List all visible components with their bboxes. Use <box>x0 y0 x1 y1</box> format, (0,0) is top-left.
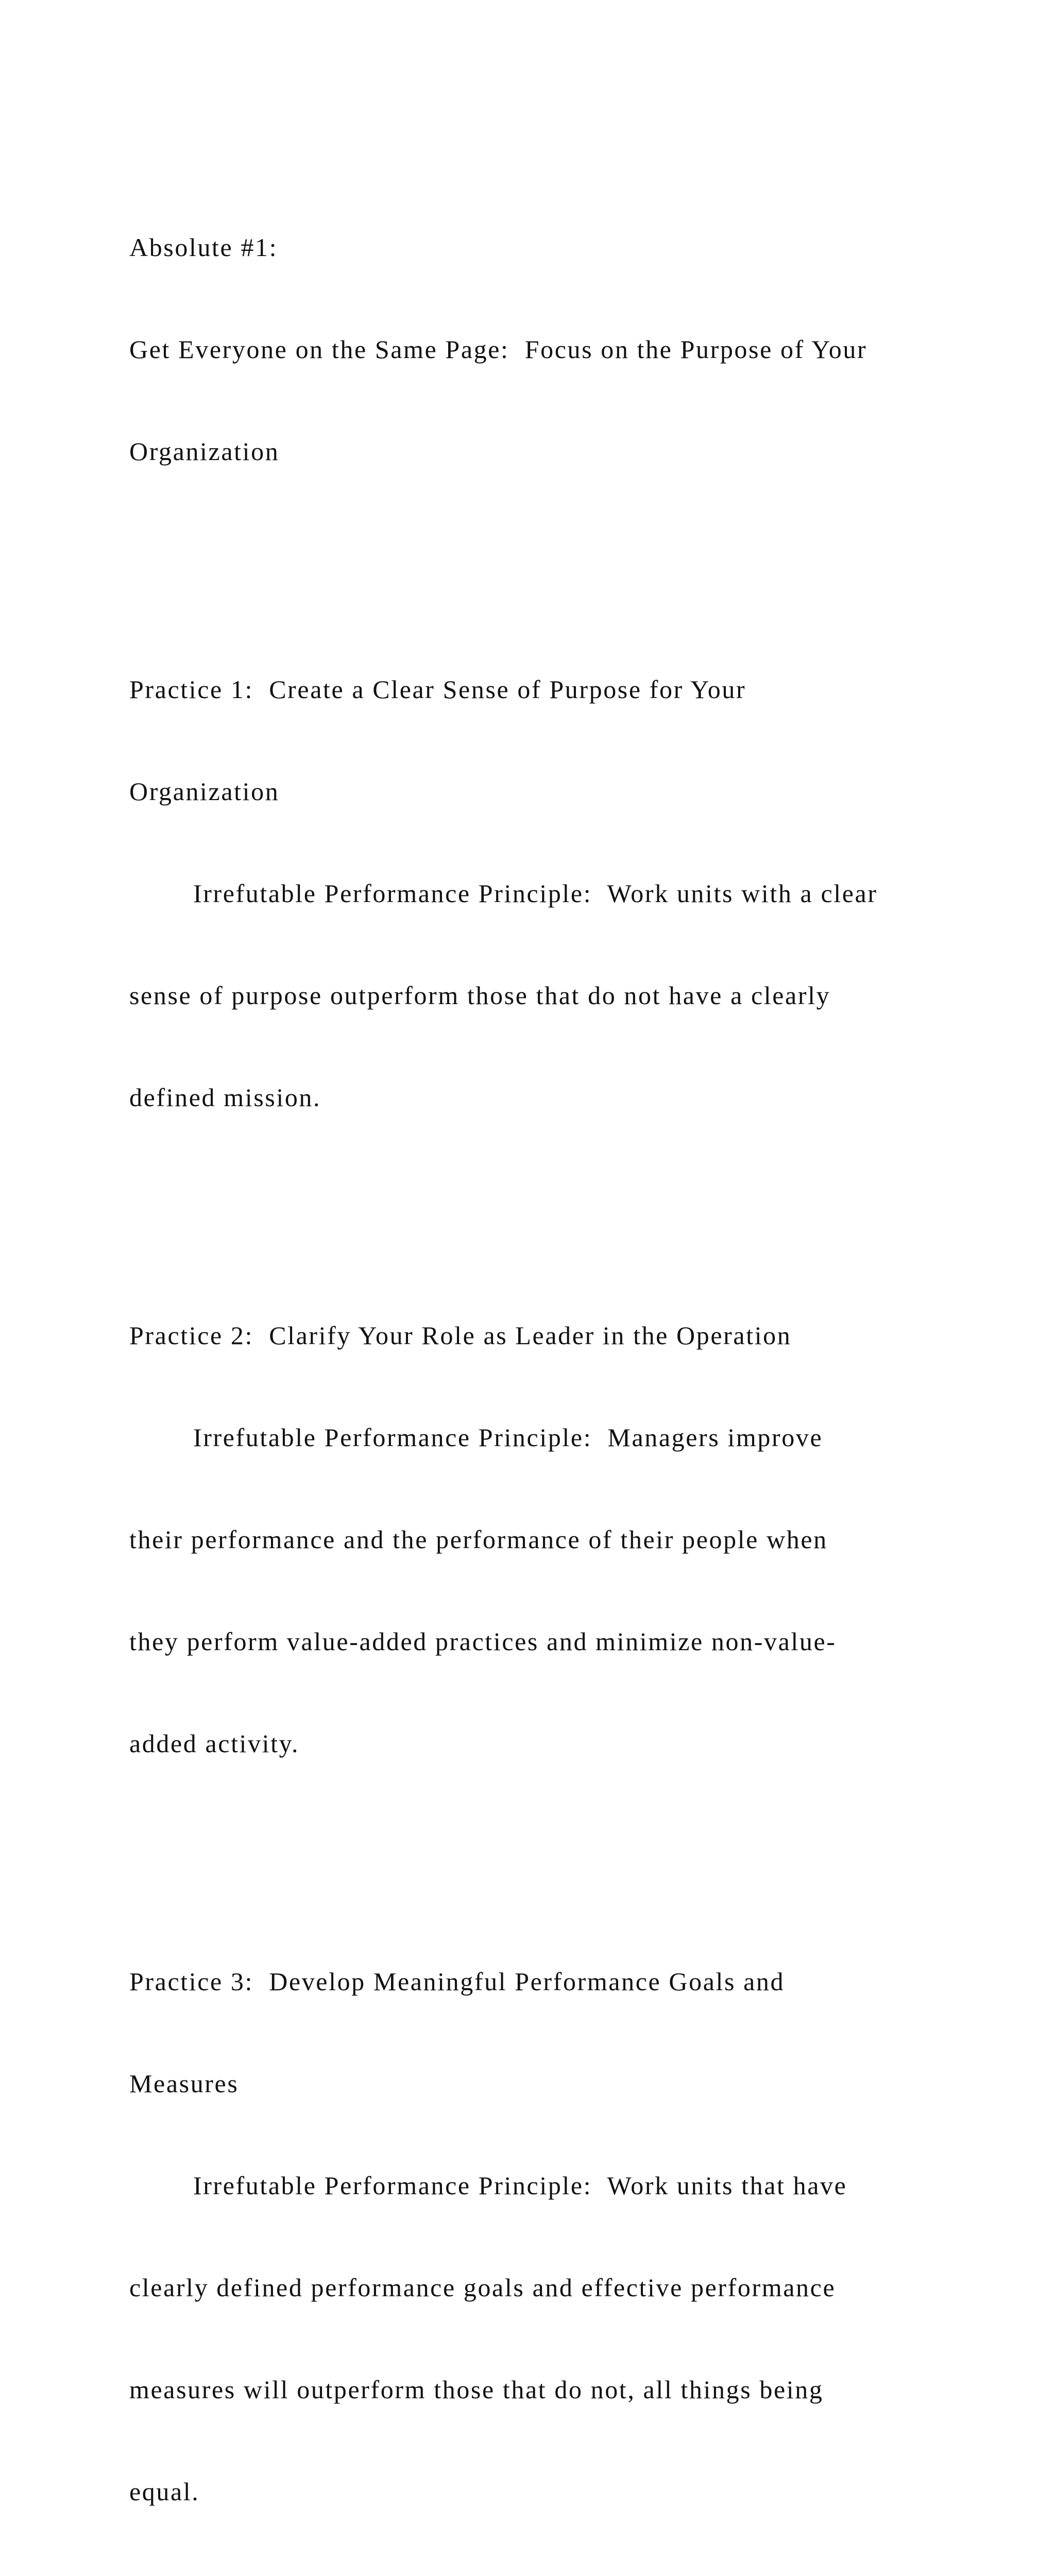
blank-line <box>129 536 1005 570</box>
blank-line <box>129 1828 1005 1862</box>
absolute-1-title-line: Organization <box>129 437 280 466</box>
blank-line <box>129 1182 1005 1216</box>
principle-line: Irrefutable Performance Principle: Work units that have <box>193 2171 847 2200</box>
principle-line: defined mission. <box>129 1083 321 1112</box>
principle-line: equal. <box>129 2477 200 2506</box>
principle-line: Irrefutable Performance Principle: Managers improve <box>193 1423 823 1452</box>
principle-line: added activity. <box>129 1729 300 1758</box>
practice-heading-line: Practice 3: Develop Meaningful Performance Goals and <box>129 1967 785 1996</box>
document-body <box>129 162 1005 2576</box>
absolute-1-heading: Absolute #1: <box>129 233 278 262</box>
absolute-1-title-line: Get Everyone on the Same Page: Focus on the Purpose of Your <box>129 335 867 364</box>
principle-line: they perform value-added practices and minimize non-value- <box>129 1627 837 1656</box>
principle-line: their performance and the performance of their people when <box>129 1525 828 1554</box>
practice-heading-line: Measures <box>129 2069 239 2098</box>
principle-line: measures will outperform those that do not, all things being <box>129 2375 824 2404</box>
practice-heading-line: Practice 2: Clarify Your Role as Leader in the Operation <box>129 1321 792 1350</box>
principle-line: Irrefutable Performance Principle: Work units with a clear <box>193 879 878 908</box>
principle-line: sense of purpose outperform those that do not have a clearly <box>129 981 831 1010</box>
practice-heading-line: Practice 1: Create a Clear Sense of Purpose for Your <box>129 675 746 704</box>
principle-line: clearly defined performance goals and effective performance <box>129 2273 836 2302</box>
practice-heading-line: Organization <box>129 777 280 806</box>
